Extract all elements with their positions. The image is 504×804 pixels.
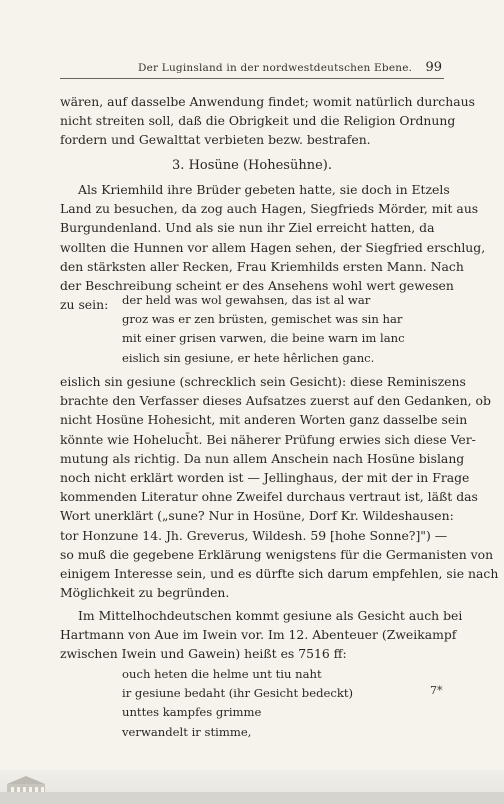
text-line: zu sein: bbox=[60, 297, 109, 313]
verse-line: der held was wol gewahsen, das ist al war bbox=[122, 293, 371, 307]
verse-line: unttes kampfes grimme bbox=[122, 705, 262, 720]
text-line: fordern und Gewalttat verbieten bezw. bestrafen. bbox=[60, 132, 371, 148]
text-line: könnte wie Hoheluch̄t. Bei näherer Prüfung erwies sich diese Ver- bbox=[60, 431, 476, 447]
text-line: nicht streiten soll, daß die Obrigkeit und die Religion Ordnung bbox=[60, 113, 456, 129]
text-line: eislich sin gesiune (schrecklich sein Gesicht): diese Reminiszens bbox=[60, 374, 466, 389]
verse-line: eislich sin gesiune, er hete hêrlichen ganc. bbox=[122, 350, 375, 365]
verse-line: ouch heten die helme unt tiu naht bbox=[122, 667, 322, 681]
text-line: den stärksten aller Recken, Frau Kriemhilds ersten Mann. Nach bbox=[60, 258, 464, 274]
text-line: wollten die Hunnen vor allem Hagen sehen, der Siegfried erschlug, bbox=[60, 239, 486, 255]
text-line: Im Mittelhochdeutschen kommt gesiune als Gesicht auch bei bbox=[78, 608, 463, 623]
text-line: nicht Hosüne Hohesicht, mit anderen Worten ganz dasselbe sein bbox=[60, 412, 468, 428]
verse-quote-2 bbox=[122, 664, 462, 741]
verse-line: mit einer grisen varwen, die beine warn im lanc bbox=[122, 331, 405, 346]
text-line: Land zu besuchen, da zog auch Hagen, Siegfrieds Mörder, mit aus bbox=[60, 201, 479, 217]
text-line: kommenden Literatur ohne Zweifel durchaus vertraut ist, läßt das bbox=[60, 489, 478, 505]
text-line: der Beschreibung scheint er des Ansehens wohl wert gewesen bbox=[60, 277, 454, 293]
text-line: Wort unerklärt („sune? Nur in Hosüne, Dorf Kr. Wildeshausen: bbox=[60, 508, 454, 524]
text-line: noch nicht erklärt worden ist — Jellinghaus, der mit der in Frage bbox=[60, 469, 470, 485]
text-line: so muß die gegebene Erklärung wenigstens für die Germanisten von bbox=[60, 546, 494, 562]
paragraph-4 bbox=[60, 606, 463, 664]
text-line: Als Kriemhild ihre Brüder gebeten hatte, sie doch in Etzels bbox=[78, 182, 450, 197]
verse-line: verwandelt ir stimme, bbox=[122, 724, 252, 739]
section-heading: 3. Hosüne (Hohesühne). bbox=[172, 158, 332, 173]
scan-bottom-strip bbox=[0, 792, 504, 804]
text-line: wären, auf dasselbe Anwendung findet; womit natürlich durchaus bbox=[60, 94, 475, 109]
running-title: Der Luginsland in der nordwestdeutschen Ebene. bbox=[138, 62, 413, 74]
text-line: brachte den Verfasser dieses Aufsatzes zuerst auf den Gedanken, ob bbox=[60, 393, 491, 409]
text-line: einigem Interesse sein, und es dürfte sich darum empfehlen, sie nach bbox=[60, 565, 499, 581]
text-line: Möglichkeit zu begründen. bbox=[60, 585, 230, 601]
running-header bbox=[60, 60, 444, 79]
paragraph-3 bbox=[60, 372, 499, 602]
verse-line: groz was er zen brüsten, gemischet was sin har bbox=[122, 312, 403, 327]
text-line: tor Honzune 14. Jh. Greverus, Wildesh. 59 [hohe Sonne?]") — bbox=[60, 527, 448, 543]
text-line: mutung als richtig. Da nun allem Anschein nach Hosüne bislang bbox=[60, 450, 465, 466]
paragraph-1 bbox=[60, 92, 475, 150]
verse-line: ir gesiune bedaht (ihr Gesicht bedeckt) bbox=[122, 686, 354, 701]
text-line: Burgundenland. Und als sie nun ihr Ziel erreicht hatten, da bbox=[60, 220, 435, 236]
verse-quote-1 bbox=[122, 290, 462, 367]
text-line: Hartmann von Aue im Iwein vor. Im 12. Abenteuer (Zweikampf bbox=[60, 627, 457, 643]
signature-mark: 7* bbox=[430, 684, 443, 697]
page-number: 99 bbox=[425, 60, 442, 75]
text-line: zwischen Iwein und Gawein) heißt es 7516 ff: bbox=[60, 646, 347, 662]
